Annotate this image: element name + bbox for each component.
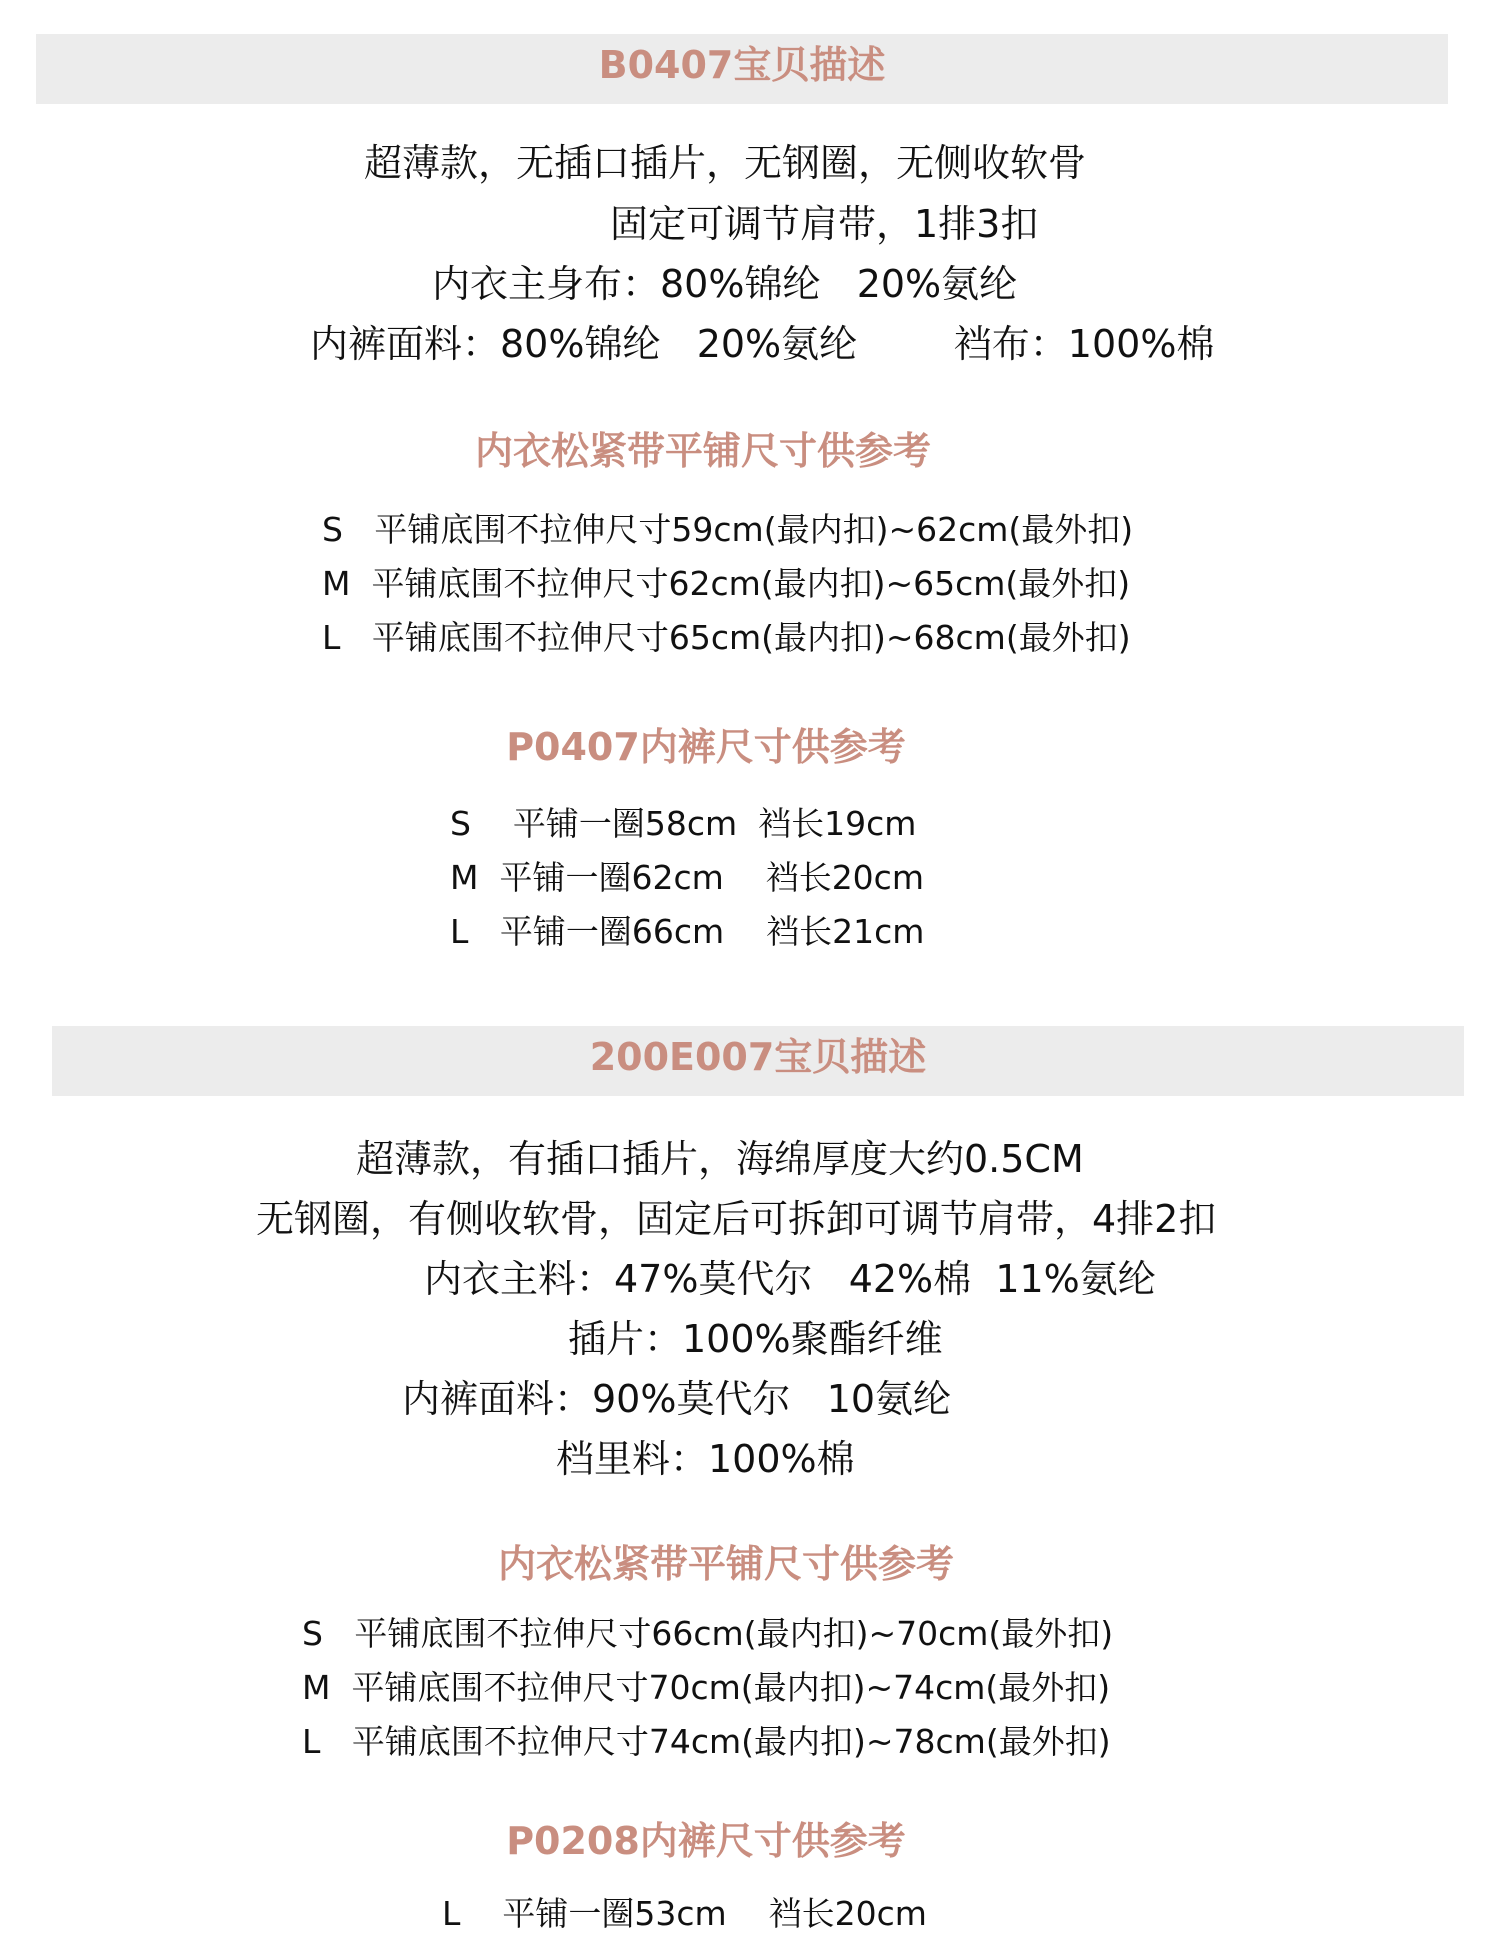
section2-title-band: [52, 1026, 1464, 1096]
section1-desc-line-3: 内衣主身布：80%锦纶 20%氨纶: [432, 262, 1018, 306]
section2-desc-line-6: 档里料：100%棉: [556, 1437, 855, 1481]
section1-desc-line-1: 超薄款，无插口插片，无钢圈，无侧收软骨: [364, 141, 1087, 185]
section1-desc-line-2: 固定可调节肩带，1排3扣: [610, 202, 1039, 246]
section1-panty-heading: P0407内裤尺寸供参考: [506, 725, 906, 769]
section1-title-band: [36, 34, 1448, 104]
section1-bra-size-l: L 平铺底围不拉伸尺寸65cm(最内扣)~68cm(最外扣): [322, 618, 1131, 657]
section1-panty-size-l: L 平铺一圈66cm 裆长21cm: [450, 912, 925, 951]
section2-bra-size-l: L 平铺底围不拉伸尺寸74cm(最内扣)~78cm(最外扣): [302, 1722, 1111, 1761]
section2-bra-size-s: S 平铺底围不拉伸尺寸66cm(最内扣)~70cm(最外扣): [302, 1614, 1114, 1653]
section1-title: B0407宝贝描述: [598, 43, 886, 87]
section2-desc-line-4: 插片：100%聚酯纤维: [568, 1317, 943, 1361]
section1-bra-size-m: M 平铺底围不拉伸尺寸62cm(最内扣)~65cm(最外扣): [322, 564, 1131, 603]
section2-bra-size-m: M 平铺底围不拉伸尺寸70cm(最内扣)~74cm(最外扣): [302, 1668, 1111, 1707]
section1-panty-size-s: S 平铺一圈58cm 裆长19cm: [450, 804, 917, 843]
section2-title: 200E007宝贝描述: [589, 1035, 927, 1079]
section2-desc-line-2: 无钢圈，有侧收软骨，固定后可拆卸可调节肩带，4排2扣: [256, 1197, 1217, 1241]
section2-desc-line-3: 内衣主料：47%莫代尔 42%棉 11%氨纶: [424, 1257, 1156, 1301]
section1-desc-line-4: 内裤面料：80%锦纶 20%氨纶 裆布：100%棉: [310, 322, 1215, 366]
section1-bra-size-s: S 平铺底围不拉伸尺寸59cm(最内扣)~62cm(最外扣): [322, 510, 1134, 549]
section1-bra-heading: 内衣松紧带平铺尺寸供参考: [474, 429, 931, 473]
section2-desc-line-1: 超薄款，有插口插片，海绵厚度大约0.5CM: [356, 1137, 1084, 1181]
section2-bra-heading: 内衣松紧带平铺尺寸供参考: [497, 1542, 954, 1586]
section2-panty-heading: P0208内裤尺寸供参考: [506, 1819, 906, 1863]
section2-panty-size-l: L 平铺一圈53cm 裆长20cm: [442, 1894, 927, 1933]
section2-desc-line-5: 内裤面料：90%莫代尔 10氨纶: [402, 1377, 952, 1421]
section1-panty-size-m: M 平铺一圈62cm 裆长20cm: [450, 858, 924, 897]
